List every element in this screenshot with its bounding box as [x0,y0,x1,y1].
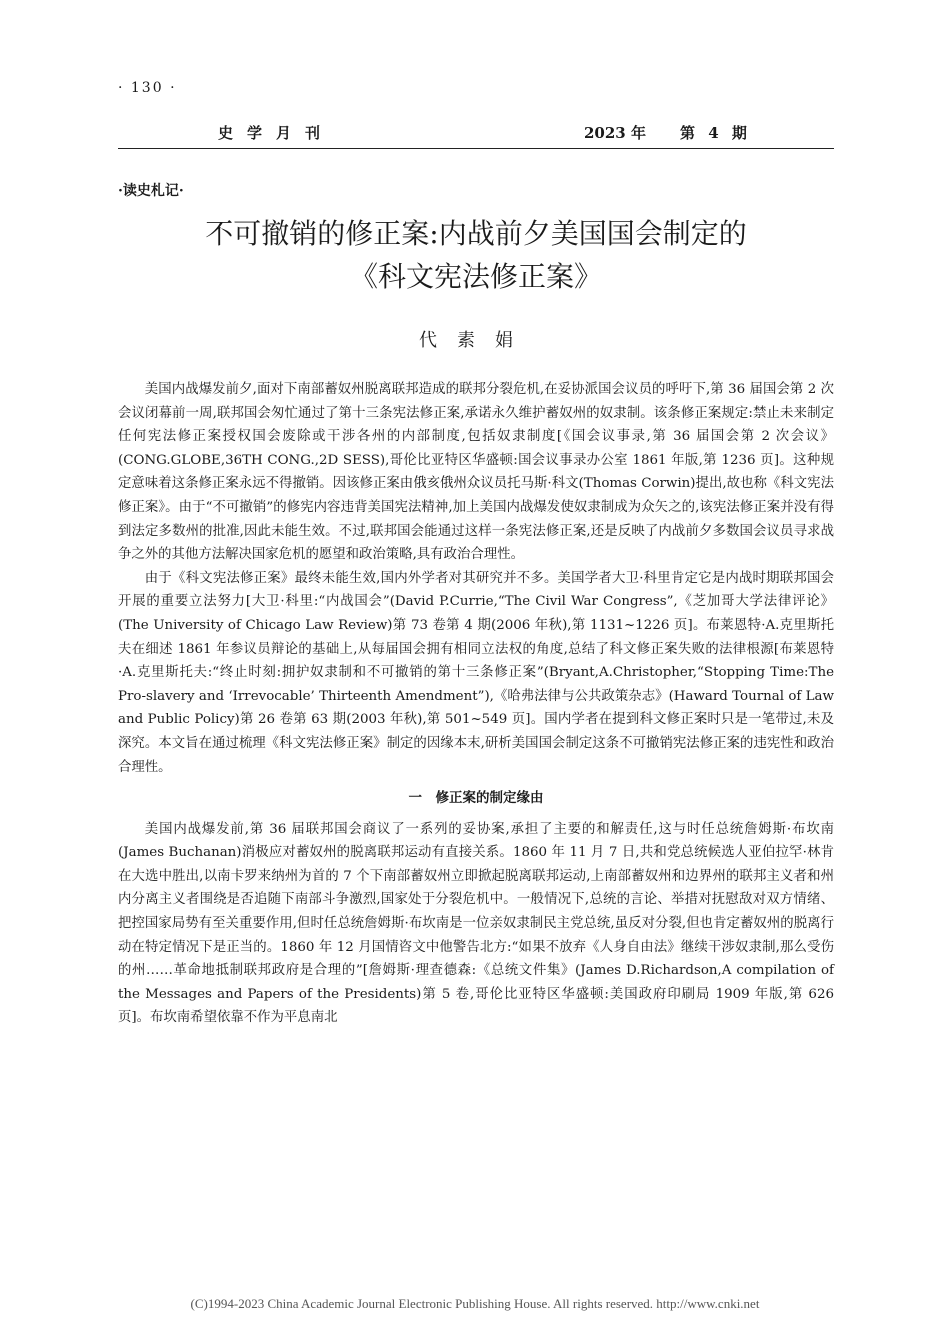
issue-year: 2023 年 [584,124,646,142]
article-body [118,378,834,1030]
body-paragraph-1: 美国内战爆发前夕,面对下南部蓄奴州脱离联邦造成的联邦分裂危机,在妥协派国会议员的呼吁下,第 36 届国会第 2 次会议闭幕前一周,联邦国会匆忙通过了第十三条宪法修正案,承诺永久维护蓄奴州的奴隶制。该条修正案规定:禁止未来制定任何宪法修正案授权国会废除或干涉各州的内部制度,包括奴隶制度[《国会议事录,第 36 届国会第 2 次会议》(CONG.GLOBE,36TH CONG.,2D SESS),哥伦比亚特区华盛顿:国会议事录办公室 1861 年版,第 1236 页]。这种规定意味着这条修正案永远不得撤销。因该修正案由俄亥俄州众议员托马斯·科文(Thomas Corwin)提出,故也称《科文宪法修正案》。由于“不可撤销”的修宪内容违背美国宪法精神,加上美国内战爆发使奴隶制成为众矢之的,该宪法修正案并没有得到法定多数州的批准,因此未能生效。不过,联邦国会能通过这样一条宪法修正案,还是反映了内战前夕多数国会议员寻求战争之外的其他方法解决国家危机的愿望和政治策略,具有政治合理性。 [118,382,834,563]
issue-number: 第 4 期 [680,124,751,142]
running-header [118,122,834,148]
author: 代素娟 [419,330,533,351]
journal-name: 史学月刊 [218,124,335,142]
body-paragraph-3: 美国内战爆发前,第 36 届联邦国会商议了一系列的妥协案,承担了主要的和解责任,这与时任总统詹姆斯·布坎南(James Buchanan)消极应对蓄奴州的脱离联邦运动有直接关系。1860 年 11 月 7 日,共和党总统候选人亚伯拉罕·林肯在大选中胜出,以南卡罗来纳州为首的 7 个下南部蓄奴州立即掀起脱离联邦运动,上南部蓄奴州和边界州的联邦主义者和州内分离主义者围绕是否追随下南部斗争激烈,国家处于分裂危机中。一般情况下,总统的言论、举措对抚慰敌对双方情绪、把控国家局势有至关重要作用,但时任总统詹姆斯·布坎南是一位亲奴隶制民主党总统,虽反对分裂,但也肯定蓄奴州的脱离行动在特定情况下是正当的。1860 年 12 月国情咨文中他警告北方:“如果不放弃《人身自由法》继续干涉奴隶制,那么受伤的州……革命地抵制联邦政府是合理的”[詹姆斯·理查德森:《总统文件集》(James D.Richardson,A compilation of the Messages and Papers of the Presidents)第 5 卷,哥伦比亚特区华盛顿:美国政府印刷局 1909 年版,第 626 页]。布坎南希望依靠不作为平息南北 [118,821,834,1026]
copyright-footer: (C)1994-2023 China Academic Journal Electronic Publishing House. All rights reserved. http://www.cnki.net [190,1296,760,1311]
header-rule [118,148,834,149]
section-heading: 一 修正案的制定缘由 [408,790,544,807]
body-paragraph-2: 由于《科文宪法修正案》最终未能生效,国内外学者对其研究并不多。美国学者大卫·科里肯定它是内战时期联邦国会开展的重要立法努力[大卫·科里:“内战国会”(David P.Currie,“The Civil War Congress”,《芝加哥大学法律评论》(The University of Chicago Law Review)第 73 卷第 4 期(2006 年秋),第 1131~1226 页]。布莱恩特·A.克里斯托夫在细述 1861 年参议员辩论的基础上,从每届国会拥有相同立法权的角度,总结了科文修正案失败的法律根源[布莱恩特·A.克里斯托夫:“终止时刻:拥护奴隶制和不可撤销的第十三条修正案”(Bryant,A.Christopher,“Stopping Time:The Pro-slavery and ‘Irrevocable’ Thirteenth Amendment”),《哈弗法律与公共政策杂志》(Haward Tournal of Law and Public Policy)第 26 卷第 63 期(2003 年秋),第 501~549 页]。国内学者在提到科文修正案时只是一笔带过,未及深究。本文旨在通过梳理《科文宪法修正案》制定的因缘本末,研析美国国会制定这条不可撤销宪法修正案的违宪性和政治合理性。 [118,570,834,775]
page-number: · 130 · [118,80,177,96]
title-line-2: 《科文宪法修正案》 [349,260,602,293]
column-label: ·读史札记· [118,183,184,199]
title-line-1: 不可撤销的修正案:内战前夕美国国会制定的 [205,217,747,250]
article-title [118,212,834,298]
